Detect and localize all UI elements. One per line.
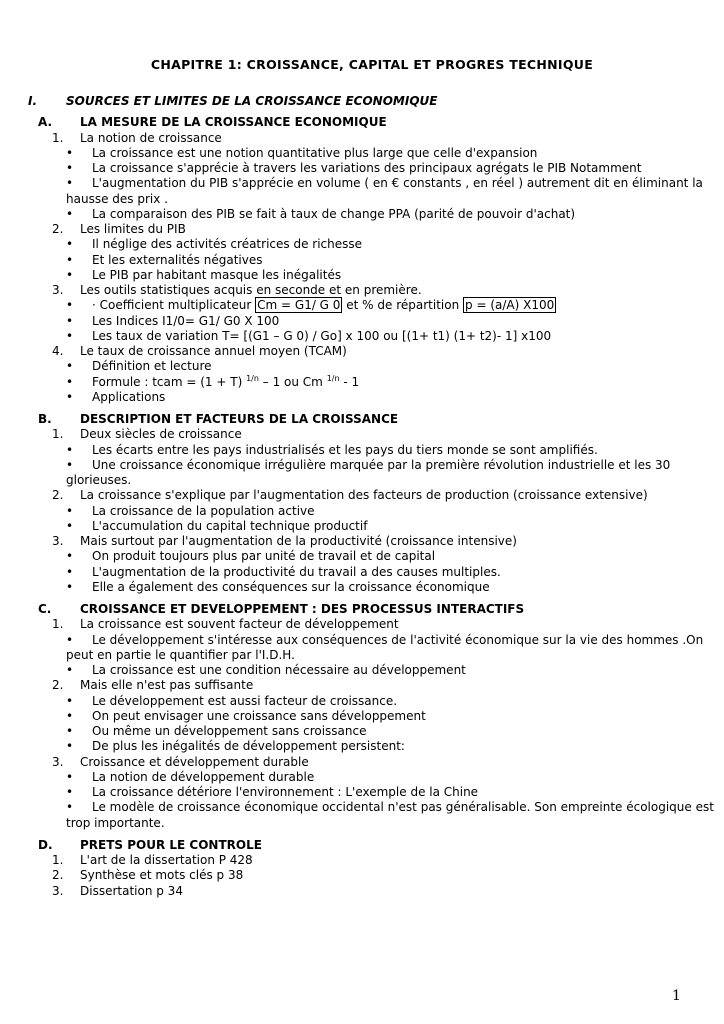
bullet-icon: •	[66, 785, 74, 799]
bullet-text: La croissance est une notion quantitative plus large que celle d'expansion	[92, 145, 538, 160]
subsection-number: 1.	[52, 853, 64, 867]
subsection-heading	[0, 617, 716, 632]
section-heading	[0, 115, 716, 130]
formula-box-p: p = (a/A) X100	[465, 298, 555, 313]
bullet-icon: •	[66, 769, 74, 784]
bullet-item	[0, 739, 716, 754]
bullet-icon: •	[66, 564, 74, 579]
exponent: 1/n	[326, 373, 340, 383]
section-label: PRETS POUR LE CONTROLE	[80, 837, 262, 852]
bullet-item	[0, 770, 716, 785]
subsection-heading	[0, 868, 716, 883]
bullet-text: Applications	[92, 389, 166, 404]
subsection-heading	[0, 853, 716, 868]
bullet-item	[0, 176, 716, 207]
bullet-icon: •	[66, 252, 74, 267]
subsection-label: Deux siècles de croissance	[80, 427, 242, 442]
bullet-text: L'augmentation du PIB s'apprécie en volume ( en € constants , en réel ) autrement dit en éliminant la hausse des prix .	[66, 176, 703, 206]
bullet-icon: •	[66, 708, 74, 723]
bullet-item	[0, 253, 716, 268]
subsection-label: L'art de la dissertation P 428	[80, 853, 253, 867]
bullet-icon: •	[66, 206, 74, 221]
bullet-text: L'accumulation du capital technique productif	[92, 518, 368, 533]
subsection-label: Dissertation p 34	[80, 883, 183, 898]
bullet-text: De plus les inégalités de développement persistent:	[92, 739, 405, 754]
subsection-heading	[0, 222, 716, 237]
subsection-label: Mais surtout par l'augmentation de la productivité (croissance intensive)	[80, 534, 517, 548]
subsection-heading	[0, 427, 716, 442]
bullet-item	[0, 329, 716, 344]
bullet-icon: •	[66, 237, 74, 252]
section-number: D.	[38, 837, 53, 852]
bullet-item	[0, 504, 716, 519]
bullet-text: Définition et lecture	[92, 359, 212, 374]
bullet-icon: •	[66, 176, 74, 191]
formula-text: et % de répartition	[346, 298, 460, 313]
bullet-item	[0, 443, 716, 458]
bullet-text: Ou même un développement sans croissance	[92, 724, 367, 738]
subsection-heading	[0, 884, 716, 899]
bullet-item	[0, 565, 716, 580]
part-label: SOURCES ET LIMITES DE LA CROISSANCE ECONOMIQUE	[66, 94, 438, 108]
subsection-label: Les limites du PIB	[80, 222, 186, 236]
bullet-text: Le PIB par habitant masque les inégalités	[92, 267, 342, 282]
subsection-label: Le taux de croissance annuel moyen (TCAM)	[80, 344, 347, 358]
bullet-item	[0, 146, 716, 161]
section-number: A.	[38, 115, 53, 130]
subsection-heading	[0, 488, 716, 503]
subsection-heading	[0, 283, 716, 298]
bullet-icon: •	[66, 693, 74, 708]
bullet-text: Elle a également des conséquences sur la croissance économique	[92, 579, 490, 594]
formula-text: Formule : tcam = (1 + T)	[92, 374, 243, 389]
subsection-label: Mais elle n'est pas suffisante	[80, 678, 254, 693]
subsection-number: 3.	[52, 534, 64, 548]
document-body	[0, 94, 716, 899]
subsection-heading	[0, 755, 716, 770]
section-label: LA MESURE DE LA CROISSANCE ECONOMIQUE	[80, 115, 387, 130]
bullet-text: On produit toujours plus par unité de travail et de capital	[92, 549, 436, 564]
subsection-number: 3.	[52, 283, 64, 297]
subsection-number: 4.	[52, 344, 64, 358]
formula-text: - 1	[343, 374, 360, 389]
subsection-label: La notion de croissance	[80, 130, 222, 145]
subsection-number: 2.	[52, 678, 64, 693]
bullet-text: La notion de développement durable	[92, 769, 315, 784]
subsection-label: Les outils statistiques acquis en seconde et en première.	[80, 283, 422, 297]
bullet-item	[0, 375, 716, 390]
part-number: I.	[28, 94, 38, 108]
subsection-number: 3.	[52, 883, 64, 898]
bullet-icon: •	[66, 457, 74, 472]
subsection-heading	[0, 344, 716, 359]
subsection-label: Synthèse et mots clés p 38	[80, 868, 244, 883]
bullet-icon: •	[66, 328, 74, 343]
bullet-item	[0, 663, 716, 678]
bullet-text: Et les externalités négatives	[92, 252, 263, 267]
bullet-item	[0, 359, 716, 374]
subsection-label: La croissance s'explique par l'augmentation des facteurs de production (croissance extensive)	[80, 488, 648, 503]
section-label: DESCRIPTION ET FACTEURS DE LA CROISSANCE	[80, 412, 399, 426]
bullet-item	[0, 633, 716, 664]
formula-box-cm: Cm = G1/ G 0	[257, 298, 341, 313]
bullet-item	[0, 268, 716, 283]
bullet-text: Les écarts entre les pays industrialisés et les pays du tiers monde se sont amplifiés.	[92, 442, 598, 457]
bullet-text: La croissance s'apprécie à travers les variations des principaux agrégats le PIB Notamment	[92, 161, 642, 175]
bullet-icon: •	[66, 632, 74, 647]
bullet-icon: •	[66, 800, 74, 815]
bullet-text: · Coefficient multiplicateur	[92, 298, 252, 313]
bullet-item	[0, 694, 716, 709]
bullet-text: Il néglige des activités créatrices de richesse	[92, 237, 362, 252]
bullet-text: On peut envisager une croissance sans développement	[92, 708, 426, 723]
section-heading	[0, 602, 716, 617]
subsection-number: 1.	[52, 427, 64, 442]
section-number: C.	[38, 602, 52, 616]
bullet-icon: •	[66, 518, 74, 533]
bullet-text: La croissance est une condition nécessaire au développement	[92, 663, 466, 677]
bullet-icon: •	[66, 739, 74, 754]
bullet-icon: •	[66, 267, 74, 282]
bullet-icon: •	[66, 145, 74, 160]
bullet-item	[0, 237, 716, 252]
bullet-item	[0, 724, 716, 739]
bullet-icon: •	[66, 161, 74, 175]
bullet-text: Le développement est aussi facteur de croissance.	[92, 693, 398, 708]
bullet-text: La croissance de la population active	[92, 503, 315, 518]
subsection-heading	[0, 678, 716, 693]
section-heading	[0, 412, 716, 427]
chapter-title: CHAPITRE 1: CROISSANCE, CAPITAL ET PROGRES TECHNIQUE	[150, 57, 594, 72]
subsection-number: 2.	[52, 222, 64, 236]
bullet-item	[0, 207, 716, 222]
bullet-icon: •	[66, 663, 74, 677]
bullet-item	[0, 298, 716, 313]
part-heading	[0, 94, 716, 109]
section-number: B.	[38, 412, 52, 426]
section-label: CROISSANCE ET DEVELOPPEMENT : DES PROCESSUS INTERACTIFS	[80, 602, 525, 616]
subsection-number: 1.	[52, 617, 64, 632]
bullet-icon: •	[66, 374, 74, 389]
formula-text: – 1 ou Cm	[262, 374, 323, 389]
subsection-heading	[0, 534, 716, 549]
page-number: 1	[672, 988, 681, 1004]
bullet-icon: •	[66, 549, 74, 564]
exponent: 1/n	[246, 373, 259, 383]
bullet-item	[0, 580, 716, 595]
subsection-heading	[0, 131, 716, 146]
bullet-item	[0, 161, 716, 176]
bullet-item	[0, 390, 716, 405]
bullet-icon: •	[66, 579, 74, 594]
bullet-text: La comparaison des PIB se fait à taux de change PPA (parité de pouvoir d'achat)	[92, 206, 576, 221]
subsection-number: 2.	[52, 868, 64, 883]
bullet-icon: •	[66, 298, 74, 313]
bullet-text: Le développement s'intéresse aux conséquences de l'activité économique sur la vie des hommes .On peut en partie le quantifier par l'I.D.H.	[66, 632, 704, 662]
bullet-item	[0, 800, 716, 831]
bullet-icon: •	[66, 389, 74, 404]
subsection-number: 1.	[52, 130, 64, 145]
subsection-label: Croissance et développement durable	[80, 754, 309, 769]
subsection-number: 3.	[52, 754, 64, 769]
bullet-text: L'augmentation de la productivité du travail a des causes multiples.	[92, 564, 501, 579]
section-heading	[0, 838, 716, 853]
bullet-icon: •	[66, 442, 74, 457]
bullet-text: Une croissance économique irrégulière marquée par la première révolution industrielle et les 30 glorieuses.	[66, 457, 671, 487]
bullet-item	[0, 549, 716, 564]
bullet-icon: •	[66, 359, 74, 374]
bullet-icon: •	[66, 503, 74, 518]
bullet-item	[0, 709, 716, 724]
bullet-icon: •	[66, 724, 74, 738]
bullet-text: Les Indices I1/0= G1/ G0 X 100	[92, 313, 280, 328]
bullet-item	[0, 785, 716, 800]
bullet-item	[0, 314, 716, 329]
bullet-text: Les taux de variation T= [(G1 – G 0) / Go] x 100 ou [(1+ t1) (1+ t2)- 1] x100	[92, 328, 552, 343]
bullet-icon: •	[66, 313, 74, 328]
subsection-number: 2.	[52, 488, 64, 503]
bullet-item	[0, 519, 716, 534]
subsection-label: La croissance est souvent facteur de développement	[80, 617, 399, 632]
bullet-text: La croissance détériore l'environnement : L'exemple de la Chine	[92, 785, 479, 799]
bullet-item	[0, 458, 716, 489]
bullet-text: Le modèle de croissance économique occidental n'est pas généralisable. Son empreinte écologique est trop importante.	[66, 800, 714, 830]
